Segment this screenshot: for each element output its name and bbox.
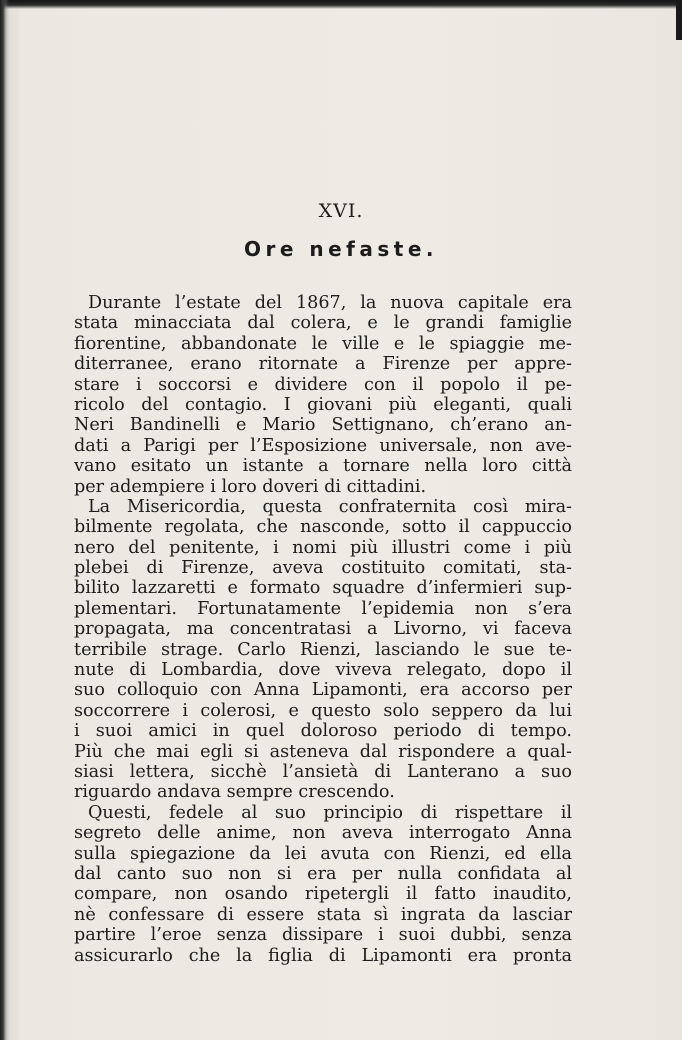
text-line: bilito lazzaretti e formato squadre d’infermieri sup- xyxy=(74,578,572,599)
text-line: soccorrere i colerosi, e questo solo seppero da lui xyxy=(74,700,572,721)
text-line: stata minacciata dal colera, e le grandi famiglie xyxy=(74,313,572,334)
text-line: segreto delle anime, non aveva interrogato Anna xyxy=(74,823,572,844)
text-line: vano esitato un istante a tornare nella loro città xyxy=(74,456,572,477)
text-line: ricolo del contagio. I giovani più eleganti, quali xyxy=(74,394,572,415)
page-binding-edge xyxy=(0,0,9,1040)
text-line: stare i soccorsi e dividere con il popolo il pe- xyxy=(74,374,572,395)
text-line: riguardo andava sempre crescendo. xyxy=(74,782,395,803)
text-line: siasi lettera, sicchè l’ansietà di Lanterano a suo xyxy=(74,761,572,782)
text-line: plementari. Fortunatamente l’epidemia non s’era xyxy=(74,598,572,619)
text-line: La Misericordia, questa confraternita così mira- xyxy=(88,496,572,517)
text-line: propagata, ma concentratasi a Livorno, vi faceva xyxy=(74,619,572,640)
text-line: sulla spiegazione da lei avuta con Rienzi, ed ella xyxy=(74,843,572,864)
text-line: Più che mai egli si asteneva dal rispondere a qual- xyxy=(74,741,572,762)
text-line: nero del penitente, i nomi più illustri come i più xyxy=(74,537,572,558)
text-line: nute di Lombardia, dove viveva relegato, dopo il xyxy=(74,660,572,681)
text-line: dati a Parigi per l’Esposizione universale, non ave- xyxy=(74,435,572,456)
text-line: bilmente regolata, che nasconde, sotto il cappuccio xyxy=(74,517,572,538)
chapter-number: XVI. xyxy=(318,200,364,222)
chapter-title: Ore nefaste. xyxy=(243,237,439,261)
text-line: fiorentine, abbandonate le ville e le spiaggie me- xyxy=(74,333,572,354)
text-line: per adempiere i loro doveri di cittadini. xyxy=(74,476,427,497)
text-line: dal canto suo non si era per nulla confidata al xyxy=(74,863,572,884)
text-line: terribile strage. Carlo Rienzi, lasciando le sue te- xyxy=(74,639,572,660)
text-line: Durante l’estate del 1867, la nuova capitale era xyxy=(88,293,572,313)
text-line: partire l’eroe senza dissipare i suoi dubbi, senza xyxy=(74,925,572,946)
text-line: plebei di Firenze, aveva costituito comitati, sta- xyxy=(74,558,572,579)
page-corner-shadow xyxy=(676,0,682,40)
text-line: Questi, fedele al suo principio di rispettare il xyxy=(88,802,572,823)
text-line: assicurarlo che la figlia di Lipamonti era pronta xyxy=(74,945,572,966)
text-line: Neri Bandinelli e Mario Settignano, ch’erano an- xyxy=(74,415,572,436)
text-line: nè confessare di essere stata sì ingrata da lasciar xyxy=(74,904,572,925)
text-line: i suoi amici in quel doloroso periodo di tempo. xyxy=(74,721,572,742)
body-text xyxy=(74,293,572,966)
page-top-shadow xyxy=(0,0,682,9)
text-line: suo colloquio con Anna Lipamonti, era accorso per xyxy=(74,680,572,701)
text-line: compare, non osando ripetergli il fatto inaudito, xyxy=(74,884,572,905)
text-line: diterranee, erano ritornate a Firenze per appre- xyxy=(74,354,572,375)
